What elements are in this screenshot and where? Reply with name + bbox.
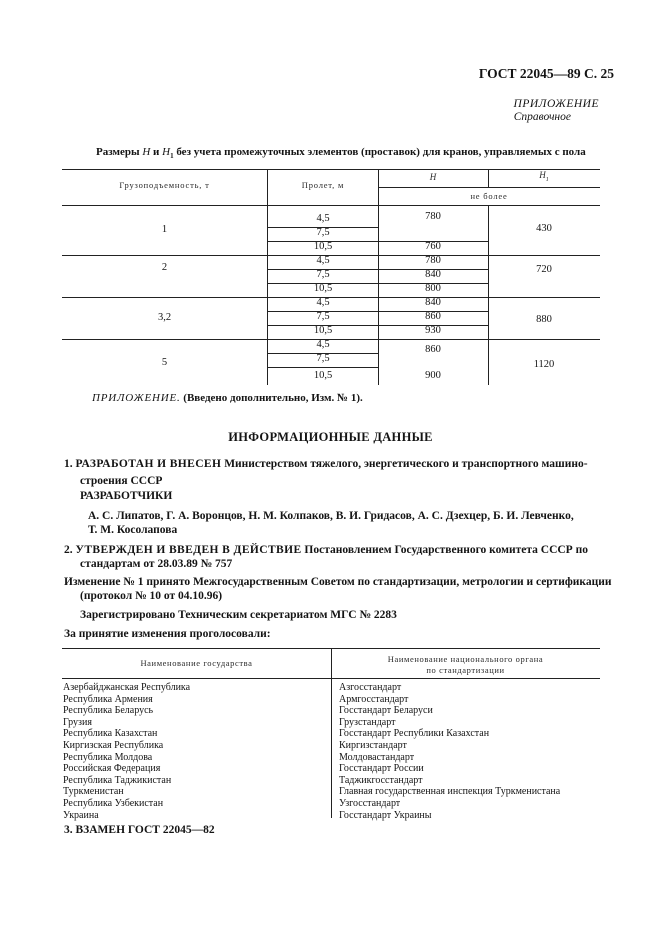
item1-number: 1. (64, 458, 73, 470)
registered-line: Зарегистрировано Техническим секретариатом МГС № 2283 (80, 609, 397, 621)
standards-body-name: Таджикгосстандарт (339, 774, 423, 786)
standards-body-name: Грузстандарт (339, 716, 396, 728)
standards-body-name: Главная государственная инспекция Туркменистана (339, 786, 561, 798)
appendix-note-text: (Введено дополнительно, Изм. № 1). (180, 392, 363, 404)
header-h1-letter: Н (539, 170, 546, 180)
developers-label: РАЗРАБОТЧИКИ (80, 490, 173, 502)
capacity-cell: 1 (161, 224, 168, 235)
capacity-cell: 2 (161, 262, 168, 273)
state-name: Республика Узбекистан (63, 797, 164, 809)
voted-line: За принятие изменения проголосовали: (64, 628, 271, 640)
item1-caps: РАЗРАБОТАН И ВНЕСЕН (75, 458, 222, 470)
h-cell: 780 (425, 255, 441, 266)
doc-reference: ГОСТ 22045—89 С. 25 (478, 66, 614, 81)
state-name: Республика Беларусь (63, 705, 154, 717)
info-item-1 (64, 456, 588, 473)
standards-body-name: Армгосстандарт (339, 693, 409, 705)
state-name: Азербайджанская Республика (63, 682, 191, 693)
standards-body-name: Молдовастандарт (339, 751, 415, 763)
voting-col2-header-line1: Наименование национального органа (387, 654, 544, 664)
state-name: Туркменистан (63, 786, 124, 798)
header-h1 (488, 170, 600, 183)
item2-text: Постановлением Государственного комитета СССР по (301, 544, 588, 556)
standards-bodies-list (339, 682, 560, 821)
appendix-type: Справочное (513, 111, 571, 123)
h1-cell: 880 (536, 314, 552, 325)
header-limit: не более (470, 191, 508, 201)
item2-number: 2. (64, 544, 73, 556)
span-cell: 10,5 (313, 241, 333, 252)
span-cell: 4,5 (316, 297, 330, 308)
change-line-1: Изменение № 1 принято Межгосударственным Советом по стандартизации, метрологии и сертификации (64, 576, 612, 588)
standards-body-name: Азгосстандарт (339, 682, 402, 693)
span-cell: 7,5 (316, 227, 330, 238)
info-title: ИНФОРМАЦИОННЫЕ ДАННЫЕ (228, 430, 433, 444)
header-capacity: Грузоподъемность, т (119, 180, 210, 190)
state-name: Республика Молдова (63, 751, 153, 763)
info-item-3: 3. ВЗАМЕН ГОСТ 22045—82 (64, 824, 215, 836)
h-cell: 840 (425, 269, 441, 280)
h-cell: 800 (425, 283, 441, 294)
span-cell: 4,5 (316, 339, 330, 350)
caption-h: H (142, 146, 151, 158)
span-cell: 4,5 (316, 213, 330, 224)
span-cell: 4,5 (316, 255, 330, 266)
states-list (63, 682, 190, 821)
state-name: Киргизская Республика (63, 739, 164, 751)
appendix-note (92, 392, 363, 404)
appendix-label: ПРИЛОЖЕНИЕ (513, 98, 599, 110)
span-cell: 10,5 (313, 283, 333, 294)
header-h1-sub: 1 (545, 176, 549, 183)
capacity-cell: 5 (161, 357, 168, 368)
h1-cell: 1120 (533, 359, 555, 370)
standards-body-name: Госстандарт Украины (339, 809, 432, 821)
voting-col2-header-line2: по стандартизации (426, 665, 505, 675)
h1-cell: 720 (536, 264, 552, 275)
state-name: Украина (63, 809, 99, 821)
header-h: Н (429, 172, 437, 182)
caption-suffix: без учета промежуточных элементов (проставок) для кранов, управляемых с пола (173, 146, 586, 158)
caption-prefix: Размеры (96, 146, 143, 158)
caption-and: и (150, 146, 163, 158)
developers-line-1: А. С. Липатов, Г. А. Воронцов, Н. М. Колпаков, В. И. Гридасов, А. С. Дзехцер, Б. И. Левченко, (88, 510, 574, 522)
voting-col2-header (331, 654, 600, 676)
h-cell: 780 (425, 211, 441, 222)
info-item-1-line2: строения СССР (80, 475, 163, 487)
h-cell: 760 (425, 241, 441, 252)
state-name: Российская Федерация (63, 763, 161, 775)
caption-h1: H (162, 146, 171, 158)
standards-body-name: Киргизстандарт (339, 739, 407, 751)
state-name: Республика Армения (63, 693, 153, 705)
caption-h1-sub: 1 (170, 152, 174, 161)
h-cell: 860 (425, 311, 441, 322)
standards-body-name: Узгосстандарт (339, 797, 401, 809)
appendix-note-label: ПРИЛОЖЕНИЕ. (92, 392, 181, 404)
h-cell: 860 (425, 344, 441, 355)
span-cell: 10,5 (313, 370, 333, 381)
state-name: Республика Таджикистан (63, 774, 172, 786)
item1-text: Министерством тяжелого, энергетического и транспортного машино- (221, 458, 588, 470)
span-cell: 7,5 (316, 353, 330, 364)
h1-cell: 430 (536, 223, 552, 234)
info-item-2-line2: стандартам от 28.03.89 № 757 (80, 558, 233, 570)
standards-body-name: Госстандарт России (339, 763, 424, 775)
standards-body-name: Госстандарт Беларуси (339, 705, 433, 717)
header-span: Пролет, м (301, 180, 345, 190)
span-cell: 7,5 (316, 269, 330, 280)
item2-caps: УТВЕРЖДЕН И ВВЕДЕН В ДЕЙСТВИЕ (75, 544, 302, 556)
standards-body-name: Госстандарт Республики Казахстан (339, 728, 490, 740)
change-line-2: (протокол № 10 от 04.10.96) (80, 590, 223, 602)
developers-line-2: Т. М. Косолапова (88, 524, 178, 536)
h-cell: 900 (425, 370, 441, 381)
h-cell: 840 (425, 297, 441, 308)
span-cell: 10,5 (313, 325, 333, 336)
state-name: Грузия (63, 716, 92, 728)
voting-col1-header: Наименование государства (140, 658, 253, 668)
span-cell: 7,5 (316, 311, 330, 322)
capacity-cell: 3,2 (157, 312, 172, 323)
h-cell: 930 (425, 325, 441, 336)
state-name: Республика Казахстан (63, 728, 158, 740)
